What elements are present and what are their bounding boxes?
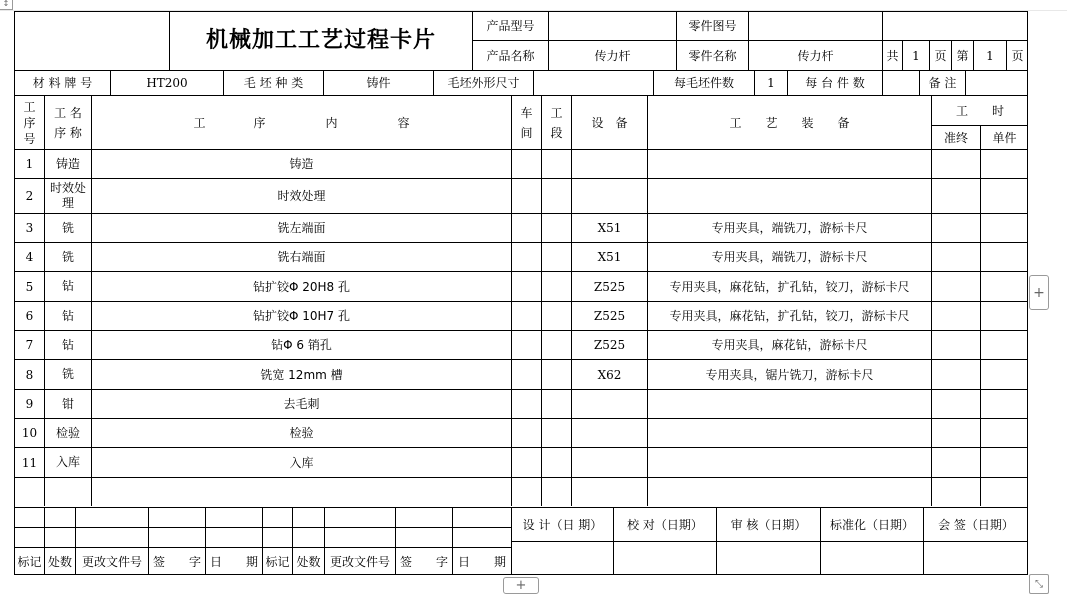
approval-label-1: 设 计（日 期） [511, 507, 613, 541]
col-header-section: 工 段 [541, 95, 571, 149]
op-name[interactable]: 钻 [44, 301, 91, 330]
op-workshop[interactable] [511, 477, 541, 506]
change-record-cell[interactable] [452, 527, 511, 547]
op-no[interactable]: 2 [14, 178, 44, 213]
op-unit-time[interactable] [980, 242, 1028, 271]
op-no[interactable]: 7 [14, 330, 44, 359]
blank-type-value[interactable]: 铸件 [323, 70, 433, 95]
op-unit-time[interactable] [980, 149, 1028, 178]
op-content[interactable]: 钻扩铰Φ 20H8 孔 [91, 271, 511, 301]
change-record-cell[interactable] [324, 527, 395, 547]
change-record-cell[interactable] [75, 527, 148, 547]
change-record-cell[interactable] [292, 527, 324, 547]
op-section[interactable] [541, 418, 571, 447]
op-workshop[interactable] [511, 242, 541, 271]
approval-signature-5[interactable] [923, 541, 1028, 575]
col-header-op-no: 工 序 号 [14, 95, 44, 149]
change-record-cell[interactable] [148, 527, 205, 547]
op-name[interactable]: 钳 [44, 389, 91, 418]
current-page[interactable]: 1 [973, 40, 1006, 70]
op-tooling[interactable]: 专用夹具，锯片铣刀，游标卡尺 [647, 359, 931, 389]
part-name-label: 零件名称 [676, 40, 748, 70]
total-label: 共 [882, 40, 902, 70]
change-record-header-10: 日 期 [452, 547, 511, 575]
remarks-value[interactable] [965, 70, 1028, 95]
op-no[interactable] [14, 477, 44, 506]
op-unit-time[interactable] [980, 389, 1028, 418]
total-pages[interactable]: 1 [902, 40, 929, 70]
op-no[interactable]: 1 [14, 149, 44, 178]
blank-size-label: 毛坯外形尺寸 [433, 70, 533, 95]
remarks-label: 备 注 [919, 70, 965, 95]
op-prep-time[interactable] [931, 447, 980, 477]
op-workshop[interactable] [511, 418, 541, 447]
op-content[interactable]: 时效处理 [91, 178, 511, 213]
op-workshop[interactable] [511, 178, 541, 213]
change-record-cell[interactable] [262, 527, 292, 547]
change-record-header-4: 签 字 [148, 547, 205, 575]
change-record-cell[interactable] [205, 527, 262, 547]
approval-label-5: 会 签（日期） [923, 507, 1028, 541]
op-prep-time[interactable] [931, 418, 980, 447]
approval-signature-4[interactable] [820, 541, 923, 575]
change-record-header-1: 标记 [14, 547, 44, 575]
col-header-equipment: 设 备 [571, 95, 647, 149]
change-record-header-2: 处数 [44, 547, 75, 575]
change-record-cell[interactable] [205, 507, 262, 527]
page-unit-1: 页 [929, 40, 951, 70]
op-tooling[interactable] [647, 178, 931, 213]
product-name-label: 产品名称 [472, 40, 548, 70]
col-header-unit-time: 单件 [980, 125, 1028, 149]
op-unit-time[interactable] [980, 359, 1028, 389]
product-model-label: 产品型号 [472, 11, 548, 40]
op-tooling[interactable] [647, 149, 931, 178]
op-unit-time[interactable] [980, 213, 1028, 242]
op-prep-time[interactable] [931, 477, 980, 506]
op-tooling[interactable]: 专用夹具，麻花钻，游标卡尺 [647, 330, 931, 359]
op-name[interactable]: 铣 [44, 213, 91, 242]
approval-label-3: 审 核（日期） [716, 507, 820, 541]
material-grade-label: 材 料 牌 号 [14, 70, 110, 95]
op-no[interactable]: 11 [14, 447, 44, 477]
col-header-prep-time: 准终 [931, 125, 980, 149]
op-equipment[interactable]: Z525 [571, 301, 647, 330]
op-content[interactable]: 检验 [91, 418, 511, 447]
op-prep-time[interactable] [931, 242, 980, 271]
col-header-tooling: 工 艺 装 备 [647, 95, 931, 149]
op-prep-time[interactable] [931, 178, 980, 213]
op-prep-time[interactable] [931, 301, 980, 330]
op-no[interactable]: 10 [14, 418, 44, 447]
op-no[interactable]: 4 [14, 242, 44, 271]
change-record-cell[interactable] [14, 527, 44, 547]
op-name[interactable]: 入库 [44, 447, 91, 477]
change-record-cell[interactable] [262, 507, 292, 527]
op-section[interactable] [541, 330, 571, 359]
change-record-cell[interactable] [148, 507, 205, 527]
op-prep-time[interactable] [931, 389, 980, 418]
part-drawing-value[interactable] [748, 11, 882, 40]
op-equipment[interactable]: Z525 [571, 330, 647, 359]
change-record-header-3: 更改文件号 [75, 547, 148, 575]
add-row-button[interactable]: + [503, 577, 539, 594]
col-header-workshop: 车 间 [511, 95, 541, 149]
col-header-time: 工 时 [931, 95, 1028, 125]
op-tooling[interactable] [647, 477, 931, 506]
op-unit-time[interactable] [980, 178, 1028, 213]
blank-type-label: 毛 坯 种 类 [223, 70, 323, 95]
op-name[interactable]: 时效处理 [44, 178, 91, 213]
op-workshop[interactable] [511, 213, 541, 242]
op-equipment[interactable] [571, 149, 647, 178]
change-record-cell[interactable] [14, 507, 44, 527]
op-equipment[interactable] [571, 418, 647, 447]
op-name[interactable]: 钻 [44, 330, 91, 359]
op-tooling[interactable]: 专用夹具，端铣刀，游标卡尺 [647, 242, 931, 271]
op-tooling[interactable]: 专用夹具，麻花钻，扩孔钻，铰刀，游标卡尺 [647, 301, 931, 330]
op-section[interactable] [541, 149, 571, 178]
op-section[interactable] [541, 242, 571, 271]
change-record-header-6: 标记 [262, 547, 292, 575]
op-equipment[interactable] [571, 178, 647, 213]
per-unit-label: 每 台 件 数 [787, 70, 882, 95]
product-model-value[interactable] [548, 11, 676, 40]
approval-signature-2[interactable] [613, 541, 716, 575]
change-record-cell[interactable] [324, 507, 395, 527]
op-equipment[interactable]: Z525 [571, 271, 647, 301]
table-anchor-icon[interactable]: ↕ [0, 0, 13, 10]
part-name-value[interactable]: 传力杆 [748, 40, 882, 70]
op-name[interactable]: 铸造 [44, 149, 91, 178]
part-drawing-label: 零件图号 [676, 11, 748, 40]
op-no[interactable]: 3 [14, 213, 44, 242]
per-unit-value[interactable] [882, 70, 919, 95]
col-header-content: 工 序 内 容 [91, 95, 511, 149]
op-no[interactable]: 5 [14, 271, 44, 301]
change-record-header-9: 签 字 [395, 547, 452, 575]
header-right-blank[interactable] [882, 11, 1028, 40]
op-unit-time[interactable] [980, 418, 1028, 447]
op-prep-time[interactable] [931, 271, 980, 301]
change-record-cell[interactable] [452, 507, 511, 527]
change-record-cell[interactable] [395, 507, 452, 527]
op-equipment[interactable]: X51 [571, 213, 647, 242]
op-workshop[interactable] [511, 447, 541, 477]
op-content[interactable]: 钻扩铰Φ 10H7 孔 [91, 301, 511, 330]
op-prep-time[interactable] [931, 213, 980, 242]
material-grade-value[interactable]: HT200 [110, 70, 223, 95]
op-section[interactable] [541, 301, 571, 330]
op-content[interactable]: 铸造 [91, 149, 511, 178]
op-section[interactable] [541, 178, 571, 213]
op-tooling[interactable]: 专用夹具，麻花钻，扩孔钻，铰刀，游标卡尺 [647, 271, 931, 301]
op-workshop[interactable] [511, 301, 541, 330]
change-record-cell[interactable] [292, 507, 324, 527]
op-prep-time[interactable] [931, 359, 980, 389]
op-no[interactable]: 8 [14, 359, 44, 389]
op-section[interactable] [541, 477, 571, 506]
op-content[interactable]: 铣左端面 [91, 213, 511, 242]
page-unit-2: 页 [1006, 40, 1028, 70]
op-section[interactable] [541, 271, 571, 301]
header-blank-cell [14, 11, 169, 70]
op-content[interactable]: 钻Φ 6 销孔 [91, 330, 511, 359]
per-blank-value[interactable]: 1 [754, 70, 787, 95]
op-equipment[interactable]: X51 [571, 242, 647, 271]
op-unit-time[interactable] [980, 447, 1028, 477]
op-tooling[interactable] [647, 389, 931, 418]
change-record-cell[interactable] [395, 527, 452, 547]
col-header-op-name: 工 名 序 称 [44, 95, 91, 149]
op-unit-time[interactable] [980, 271, 1028, 301]
op-workshop[interactable] [511, 330, 541, 359]
current-label: 第 [951, 40, 973, 70]
op-prep-time[interactable] [931, 330, 980, 359]
op-equipment[interactable]: X62 [571, 359, 647, 389]
op-content[interactable]: 入库 [91, 447, 511, 477]
op-no[interactable]: 6 [14, 301, 44, 330]
process-card-table [14, 11, 1028, 575]
approval-label-2: 校 对（日期） [613, 507, 716, 541]
op-name[interactable]: 铣 [44, 242, 91, 271]
change-record-header-5: 日 期 [205, 547, 262, 575]
op-unit-time[interactable] [980, 301, 1028, 330]
op-unit-time[interactable] [980, 330, 1028, 359]
change-record-cell[interactable] [44, 507, 75, 527]
blank-size-value[interactable] [533, 70, 653, 95]
op-name[interactable]: 钻 [44, 271, 91, 301]
op-content[interactable] [91, 477, 511, 506]
change-record-cell[interactable] [75, 507, 148, 527]
op-name[interactable]: 铣 [44, 359, 91, 389]
op-content[interactable]: 去毛刺 [91, 389, 511, 418]
product-name-value[interactable]: 传力杆 [548, 40, 676, 70]
op-tooling[interactable]: 专用夹具，端铣刀，游标卡尺 [647, 213, 931, 242]
op-section[interactable] [541, 213, 571, 242]
add-column-button[interactable]: + [1029, 275, 1049, 310]
change-record-header-7: 处数 [292, 547, 324, 575]
op-section[interactable] [541, 447, 571, 477]
op-name[interactable]: 检验 [44, 418, 91, 447]
op-tooling[interactable] [647, 447, 931, 477]
op-section[interactable] [541, 389, 571, 418]
op-equipment[interactable] [571, 389, 647, 418]
op-unit-time[interactable] [980, 477, 1028, 506]
change-record-cell[interactable] [44, 527, 75, 547]
op-name[interactable] [44, 477, 91, 506]
op-workshop[interactable] [511, 359, 541, 389]
op-equipment[interactable] [571, 477, 647, 506]
op-content[interactable]: 铣右端面 [91, 242, 511, 271]
change-record-header-8: 更改文件号 [324, 547, 395, 575]
approval-label-4: 标准化（日期） [820, 507, 923, 541]
op-tooling[interactable] [647, 418, 931, 447]
op-workshop[interactable] [511, 149, 541, 178]
op-content[interactable]: 铣宽 12mm 槽 [91, 359, 511, 389]
op-workshop[interactable] [511, 389, 541, 418]
card-title: 机械加工工艺过程卡片 [169, 11, 472, 70]
op-equipment[interactable] [571, 447, 647, 477]
op-no[interactable]: 9 [14, 389, 44, 418]
op-workshop[interactable] [511, 271, 541, 301]
resize-handle-icon[interactable]: ⤡ [1029, 574, 1049, 594]
op-prep-time[interactable] [931, 149, 980, 178]
approval-signature-3[interactable] [716, 541, 820, 575]
op-section[interactable] [541, 359, 571, 389]
per-blank-label: 每毛坯件数 [653, 70, 754, 95]
approval-signature-1[interactable] [511, 541, 613, 575]
